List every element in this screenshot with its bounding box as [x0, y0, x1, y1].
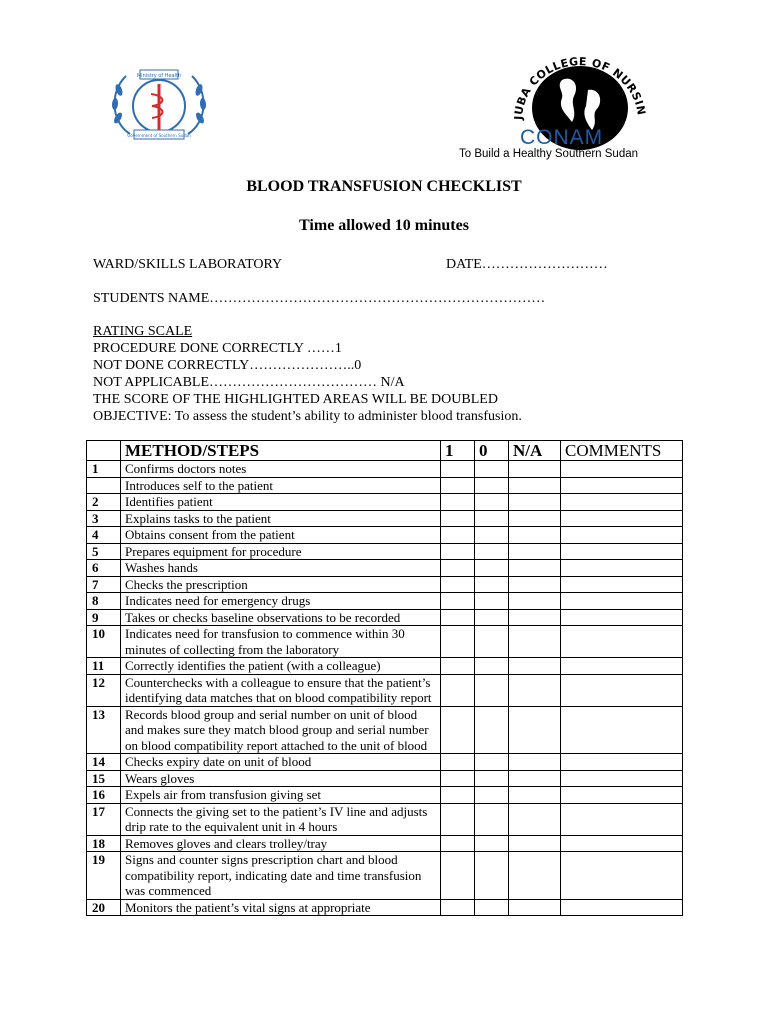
score-zero-cell[interactable] — [475, 626, 509, 658]
step-text: Indicates need for emergency drugs — [121, 593, 441, 610]
score-one-cell[interactable] — [441, 803, 475, 835]
step-number: 13 — [87, 706, 121, 754]
comments-cell[interactable] — [561, 593, 683, 610]
table-header-row — [87, 441, 683, 461]
comments-cell[interactable] — [561, 852, 683, 900]
score-zero-cell[interactable] — [475, 803, 509, 835]
comments-cell[interactable] — [561, 477, 683, 494]
comments-cell[interactable] — [561, 787, 683, 804]
comments-cell[interactable] — [561, 835, 683, 852]
score-zero-cell[interactable] — [475, 852, 509, 900]
score-one-header: 1 — [441, 441, 475, 461]
step-text: Records blood group and serial number on unit of blood and makes sure they match blood group and serial number on blood compatibility report attached to the unit of blood — [121, 706, 441, 754]
not-applicable-cell[interactable] — [509, 494, 561, 511]
comments-cell[interactable] — [561, 803, 683, 835]
step-number: 10 — [87, 626, 121, 658]
not-applicable-cell[interactable] — [509, 787, 561, 804]
table-row — [87, 560, 683, 577]
not-applicable-cell[interactable] — [509, 626, 561, 658]
step-text: Prepares equipment for procedure — [121, 543, 441, 560]
table-row — [87, 658, 683, 675]
table-row — [87, 852, 683, 900]
score-one-cell[interactable] — [441, 593, 475, 610]
score-zero-header: 0 — [475, 441, 509, 461]
comments-cell[interactable] — [561, 461, 683, 478]
rating-line: PROCEDURE DONE CORRECTLY ……1 — [93, 341, 342, 356]
comments-cell[interactable] — [561, 899, 683, 916]
score-zero-cell[interactable] — [475, 754, 509, 771]
step-number: 9 — [87, 609, 121, 626]
score-one-cell[interactable] — [441, 754, 475, 771]
table-row — [87, 770, 683, 787]
score-zero-cell[interactable] — [475, 658, 509, 675]
not-applicable-cell[interactable] — [509, 658, 561, 675]
step-number: 2 — [87, 494, 121, 511]
score-zero-cell[interactable] — [475, 543, 509, 560]
step-text: Explains tasks to the patient — [121, 510, 441, 527]
score-zero-cell[interactable] — [475, 527, 509, 544]
rating-line: NOT DONE CORRECTLY…………………..0 — [93, 358, 362, 373]
score-one-cell[interactable] — [441, 787, 475, 804]
conam-arc-text: JUBA COLLEGE OF NURSIN — [511, 55, 648, 121]
score-one-cell[interactable] — [441, 494, 475, 511]
table-row — [87, 576, 683, 593]
ministry-ribbon-top: Ministry of Health — [136, 73, 182, 79]
comments-cell[interactable] — [561, 609, 683, 626]
step-text: Expels air from transfusion giving set — [121, 787, 441, 804]
step-text: Wears gloves — [121, 770, 441, 787]
step-text: Checks expiry date on unit of blood — [121, 754, 441, 771]
number-header — [87, 441, 121, 461]
checklist-table — [86, 440, 683, 916]
step-number: 4 — [87, 527, 121, 544]
step-number: 7 — [87, 576, 121, 593]
table-row — [87, 494, 683, 511]
step-number: 17 — [87, 803, 121, 835]
score-zero-cell[interactable] — [475, 560, 509, 577]
step-text: Monitors the patient’s vital signs at appropriate — [121, 899, 441, 916]
not-applicable-cell[interactable] — [509, 593, 561, 610]
table-row — [87, 543, 683, 560]
comments-cell[interactable] — [561, 658, 683, 675]
step-text: Introduces self to the patient — [121, 477, 441, 494]
score-one-cell[interactable] — [441, 658, 475, 675]
score-zero-cell[interactable] — [475, 477, 509, 494]
score-one-cell[interactable] — [441, 770, 475, 787]
comments-cell[interactable] — [561, 576, 683, 593]
step-text: Checks the prescription — [121, 576, 441, 593]
score-one-cell[interactable] — [441, 560, 475, 577]
score-zero-cell[interactable] — [475, 609, 509, 626]
step-number: 3 — [87, 510, 121, 527]
tagline: To Build a Healthy Southern Sudan — [459, 148, 639, 160]
not-applicable-cell[interactable] — [509, 560, 561, 577]
not-applicable-cell[interactable] — [509, 770, 561, 787]
not-applicable-header: N/A — [509, 441, 561, 461]
table-row — [87, 754, 683, 771]
comments-cell[interactable] — [561, 560, 683, 577]
not-applicable-cell[interactable] — [509, 477, 561, 494]
page-title: BLOOD TRANSFUSION CHECKLIST — [246, 178, 522, 195]
step-number: 18 — [87, 835, 121, 852]
step-number: 5 — [87, 543, 121, 560]
step-text: Removes gloves and clears trolley/tray — [121, 835, 441, 852]
score-zero-cell[interactable] — [475, 706, 509, 754]
table-row — [87, 626, 683, 658]
comments-cell[interactable] — [561, 510, 683, 527]
comments-cell[interactable] — [561, 706, 683, 754]
step-number: 15 — [87, 770, 121, 787]
step-text: Takes or checks baseline observations to be recorded — [121, 609, 441, 626]
step-text: Connects the giving set to the patient’s IV line and adjusts drip rate to the equivalent unit in 4 hours — [121, 803, 441, 835]
score-one-cell[interactable] — [441, 626, 475, 658]
table-row — [87, 510, 683, 527]
table-row — [87, 477, 683, 494]
step-text: Counterchecks with a colleague to ensure that the patient’s identifying data matches that on blood compatibility report — [121, 674, 441, 706]
score-one-cell[interactable] — [441, 576, 475, 593]
score-one-cell[interactable] — [441, 609, 475, 626]
step-number: 8 — [87, 593, 121, 610]
comments-cell[interactable] — [561, 527, 683, 544]
step-text: Obtains consent from the patient — [121, 527, 441, 544]
highlight-note: THE SCORE OF THE HIGHLIGHTED AREAS WILL BE DOUBLED — [93, 392, 498, 407]
comments-cell[interactable] — [561, 770, 683, 787]
score-one-cell[interactable] — [441, 510, 475, 527]
score-zero-cell[interactable] — [475, 576, 509, 593]
step-text: Confirms doctors notes — [121, 461, 441, 478]
step-number: 1 — [87, 461, 121, 478]
method-steps-header: METHOD/STEPS — [121, 441, 441, 461]
not-applicable-cell[interactable] — [509, 754, 561, 771]
step-number: 20 — [87, 899, 121, 916]
score-zero-cell[interactable] — [475, 461, 509, 478]
not-applicable-cell[interactable] — [509, 527, 561, 544]
score-zero-cell[interactable] — [475, 787, 509, 804]
ward-field: WARD/SKILLS LABORATORY — [93, 257, 283, 272]
score-one-cell[interactable] — [441, 477, 475, 494]
step-text: Identifies patient — [121, 494, 441, 511]
step-number: 14 — [87, 754, 121, 771]
step-number: 16 — [87, 787, 121, 804]
rating-line: NOT APPLICABLE……………………………… N/A — [93, 375, 405, 390]
step-number: 19 — [87, 852, 121, 900]
not-applicable-cell[interactable] — [509, 835, 561, 852]
score-zero-cell[interactable] — [475, 899, 509, 916]
score-zero-cell[interactable] — [475, 835, 509, 852]
comments-cell[interactable] — [561, 674, 683, 706]
score-one-cell[interactable] — [441, 527, 475, 544]
not-applicable-cell[interactable] — [509, 803, 561, 835]
student-name-field: STUDENTS NAME……………………………………………………………… — [93, 291, 546, 306]
table-row — [87, 609, 683, 626]
table-row — [87, 527, 683, 544]
table-row — [87, 706, 683, 754]
score-one-cell[interactable] — [441, 674, 475, 706]
not-applicable-cell[interactable] — [509, 510, 561, 527]
conam-logo — [500, 50, 650, 150]
step-number: 12 — [87, 674, 121, 706]
conam-brand-text: CONAM — [520, 126, 604, 149]
step-number: 11 — [87, 658, 121, 675]
not-applicable-cell[interactable] — [509, 706, 561, 754]
step-text: Signs and counter signs prescription chart and blood compatibility report, indicating date and time transfusion was commenced — [121, 852, 441, 900]
not-applicable-cell[interactable] — [509, 674, 561, 706]
score-zero-cell[interactable] — [475, 674, 509, 706]
step-text: Indicates need for transfusion to commence within 30 minutes of collecting from the laboratory — [121, 626, 441, 658]
step-text: Correctly identifies the patient (with a colleague) — [121, 658, 441, 675]
score-zero-cell[interactable] — [475, 770, 509, 787]
table-row — [87, 787, 683, 804]
score-one-cell[interactable] — [441, 835, 475, 852]
comments-cell[interactable] — [561, 626, 683, 658]
table-row — [87, 674, 683, 706]
not-applicable-cell[interactable] — [509, 899, 561, 916]
score-zero-cell[interactable] — [475, 510, 509, 527]
objective: OBJECTIVE: To assess the student’s ability to administer blood transfusion. — [93, 409, 522, 424]
score-one-cell[interactable] — [441, 543, 475, 560]
step-text: Washes hands — [121, 560, 441, 577]
not-applicable-cell[interactable] — [509, 852, 561, 900]
ministry-of-health-logo — [108, 66, 210, 142]
table-row — [87, 899, 683, 916]
table-row — [87, 835, 683, 852]
comments-cell[interactable] — [561, 494, 683, 511]
table-row — [87, 593, 683, 610]
date-field: DATE……………………… — [446, 257, 608, 272]
rating-scale-heading: RATING SCALE — [93, 324, 193, 339]
score-one-cell[interactable] — [441, 852, 475, 900]
score-zero-cell[interactable] — [475, 494, 509, 511]
step-number: 6 — [87, 560, 121, 577]
score-one-cell[interactable] — [441, 706, 475, 754]
ministry-ribbon-bottom: Government of Southern Sudan — [127, 133, 191, 138]
comments-cell[interactable] — [561, 543, 683, 560]
table-row — [87, 803, 683, 835]
comments-header: COMMENTS — [561, 441, 683, 461]
not-applicable-cell[interactable] — [509, 609, 561, 626]
not-applicable-cell[interactable] — [509, 543, 561, 560]
step-number — [87, 477, 121, 494]
not-applicable-cell[interactable] — [509, 576, 561, 593]
score-one-cell[interactable] — [441, 899, 475, 916]
score-zero-cell[interactable] — [475, 593, 509, 610]
not-applicable-cell[interactable] — [509, 461, 561, 478]
time-allowed: Time allowed 10 minutes — [299, 217, 469, 234]
score-one-cell[interactable] — [441, 461, 475, 478]
comments-cell[interactable] — [561, 754, 683, 771]
table-row — [87, 461, 683, 478]
